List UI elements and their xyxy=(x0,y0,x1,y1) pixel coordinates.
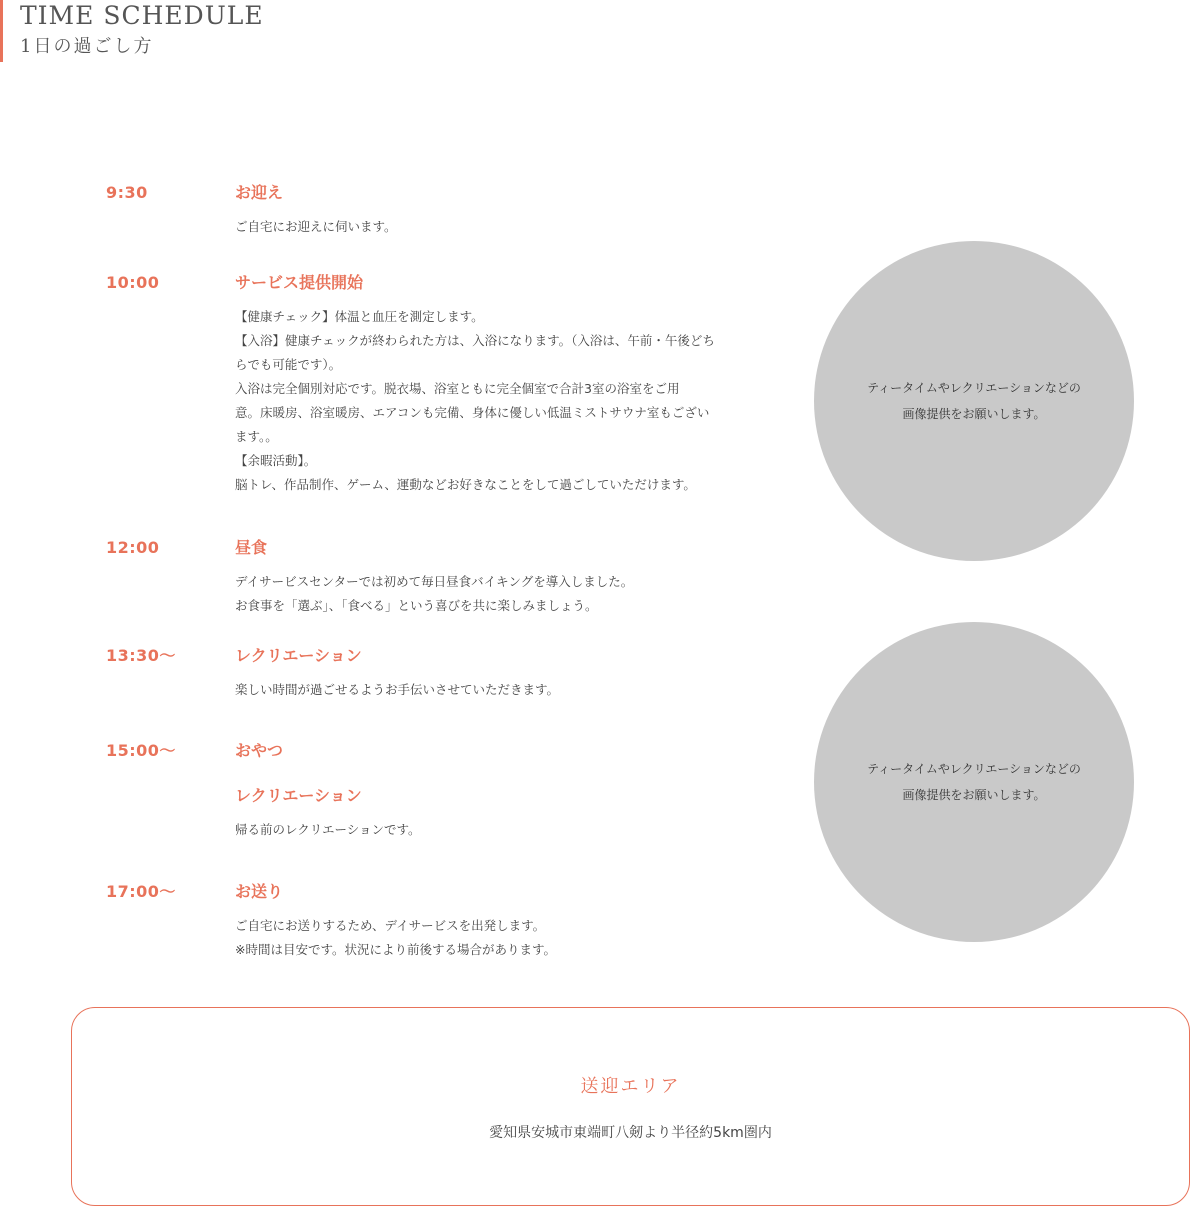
pickup-area-text: 愛知県安城市東端町八剱より半径約5km圏内 xyxy=(489,1125,772,1141)
page-subtitle: 1日の過ごし方 xyxy=(20,36,154,57)
pickup-area-box xyxy=(71,1007,1190,1206)
description-line: 帰る前のレクリエーションです。 xyxy=(235,822,421,837)
description-line: 入浴は完全個別対応です。脱衣場、浴室ともに完全個室で合計3室の浴室をご用 xyxy=(235,381,680,396)
image-placeholder xyxy=(814,622,1134,942)
schedule-content xyxy=(235,644,755,702)
schedule-description xyxy=(235,215,755,239)
description-line: 脳トレ、作品制作、ゲーム、運動などお好きなことをして過ごしていただけます。 xyxy=(235,477,696,492)
schedule-subtitle: レクリエーション xyxy=(235,786,362,805)
description-line: 楽しい時間が過ごせるようお手伝いさせていただきます。 xyxy=(235,682,560,697)
schedule-title: お送り xyxy=(235,882,284,901)
schedule-time: 10:00 xyxy=(106,273,160,292)
schedule-time: 13:30〜 xyxy=(106,646,176,665)
schedule-title: 昼食 xyxy=(235,538,268,557)
schedule-content xyxy=(235,181,755,239)
description-line: らでも可能です）。 xyxy=(235,357,342,372)
schedule-content xyxy=(235,880,755,962)
schedule-content xyxy=(235,536,755,618)
placeholder-text: 画像提供をお願いします。 xyxy=(902,788,1046,802)
schedule-description xyxy=(235,914,755,962)
schedule-description xyxy=(235,305,755,497)
placeholder-text: ティータイムやレクリエーションなどの xyxy=(867,762,1081,776)
description-line: 意。床暖房、浴室暖房、エアコンも完備、身体に優しい低温ミストサウナ室もござい xyxy=(235,405,710,420)
schedule-title: レクリエーション xyxy=(235,646,362,665)
image-placeholder xyxy=(814,241,1134,561)
description-line: ます。。 xyxy=(235,429,278,444)
description-line: お食事を「選ぶ」、「食べる」という喜びを共に楽しみましょう。 xyxy=(235,598,598,613)
section-header xyxy=(0,0,264,62)
schedule-content xyxy=(235,739,755,842)
description-line: 【入浴】健康チェックが終わられた方は、入浴になります。（入浴は、午前・午後どち xyxy=(235,333,715,348)
schedule-content xyxy=(235,271,755,497)
description-line: ※時間は目安です。状況により前後する場合があります。 xyxy=(235,942,556,957)
schedule-title: サービス提供開始 xyxy=(235,273,364,292)
description-line: ご自宅にお送りするため、デイサービスを出発します。 xyxy=(235,918,546,933)
description-line: 【健康チェック】体温と血圧を測定します。 xyxy=(235,309,484,324)
schedule-time: 12:00 xyxy=(106,538,160,557)
schedule-time: 9:30 xyxy=(106,183,148,202)
description-line: 【余暇活動】。 xyxy=(235,453,317,468)
placeholder-text: 画像提供をお願いします。 xyxy=(902,407,1046,421)
description-line: ご自宅にお迎えに伺います。 xyxy=(235,219,397,234)
schedule-title: お迎え xyxy=(235,183,284,202)
description-line: デイサービスセンターでは初めて毎日昼食バイキングを導入しました。 xyxy=(235,574,634,589)
placeholder-text: ティータイムやレクリエーションなどの xyxy=(867,381,1081,395)
pickup-area-title: 送迎エリア xyxy=(580,1076,681,1097)
page-title: TIME SCHEDULE xyxy=(20,1,264,30)
schedule-title: おやつ xyxy=(235,741,284,760)
schedule-time: 17:00〜 xyxy=(106,882,176,901)
schedule-description xyxy=(235,818,755,842)
schedule-time: 15:00〜 xyxy=(106,741,176,760)
schedule-description xyxy=(235,678,755,702)
schedule-description xyxy=(235,570,755,618)
